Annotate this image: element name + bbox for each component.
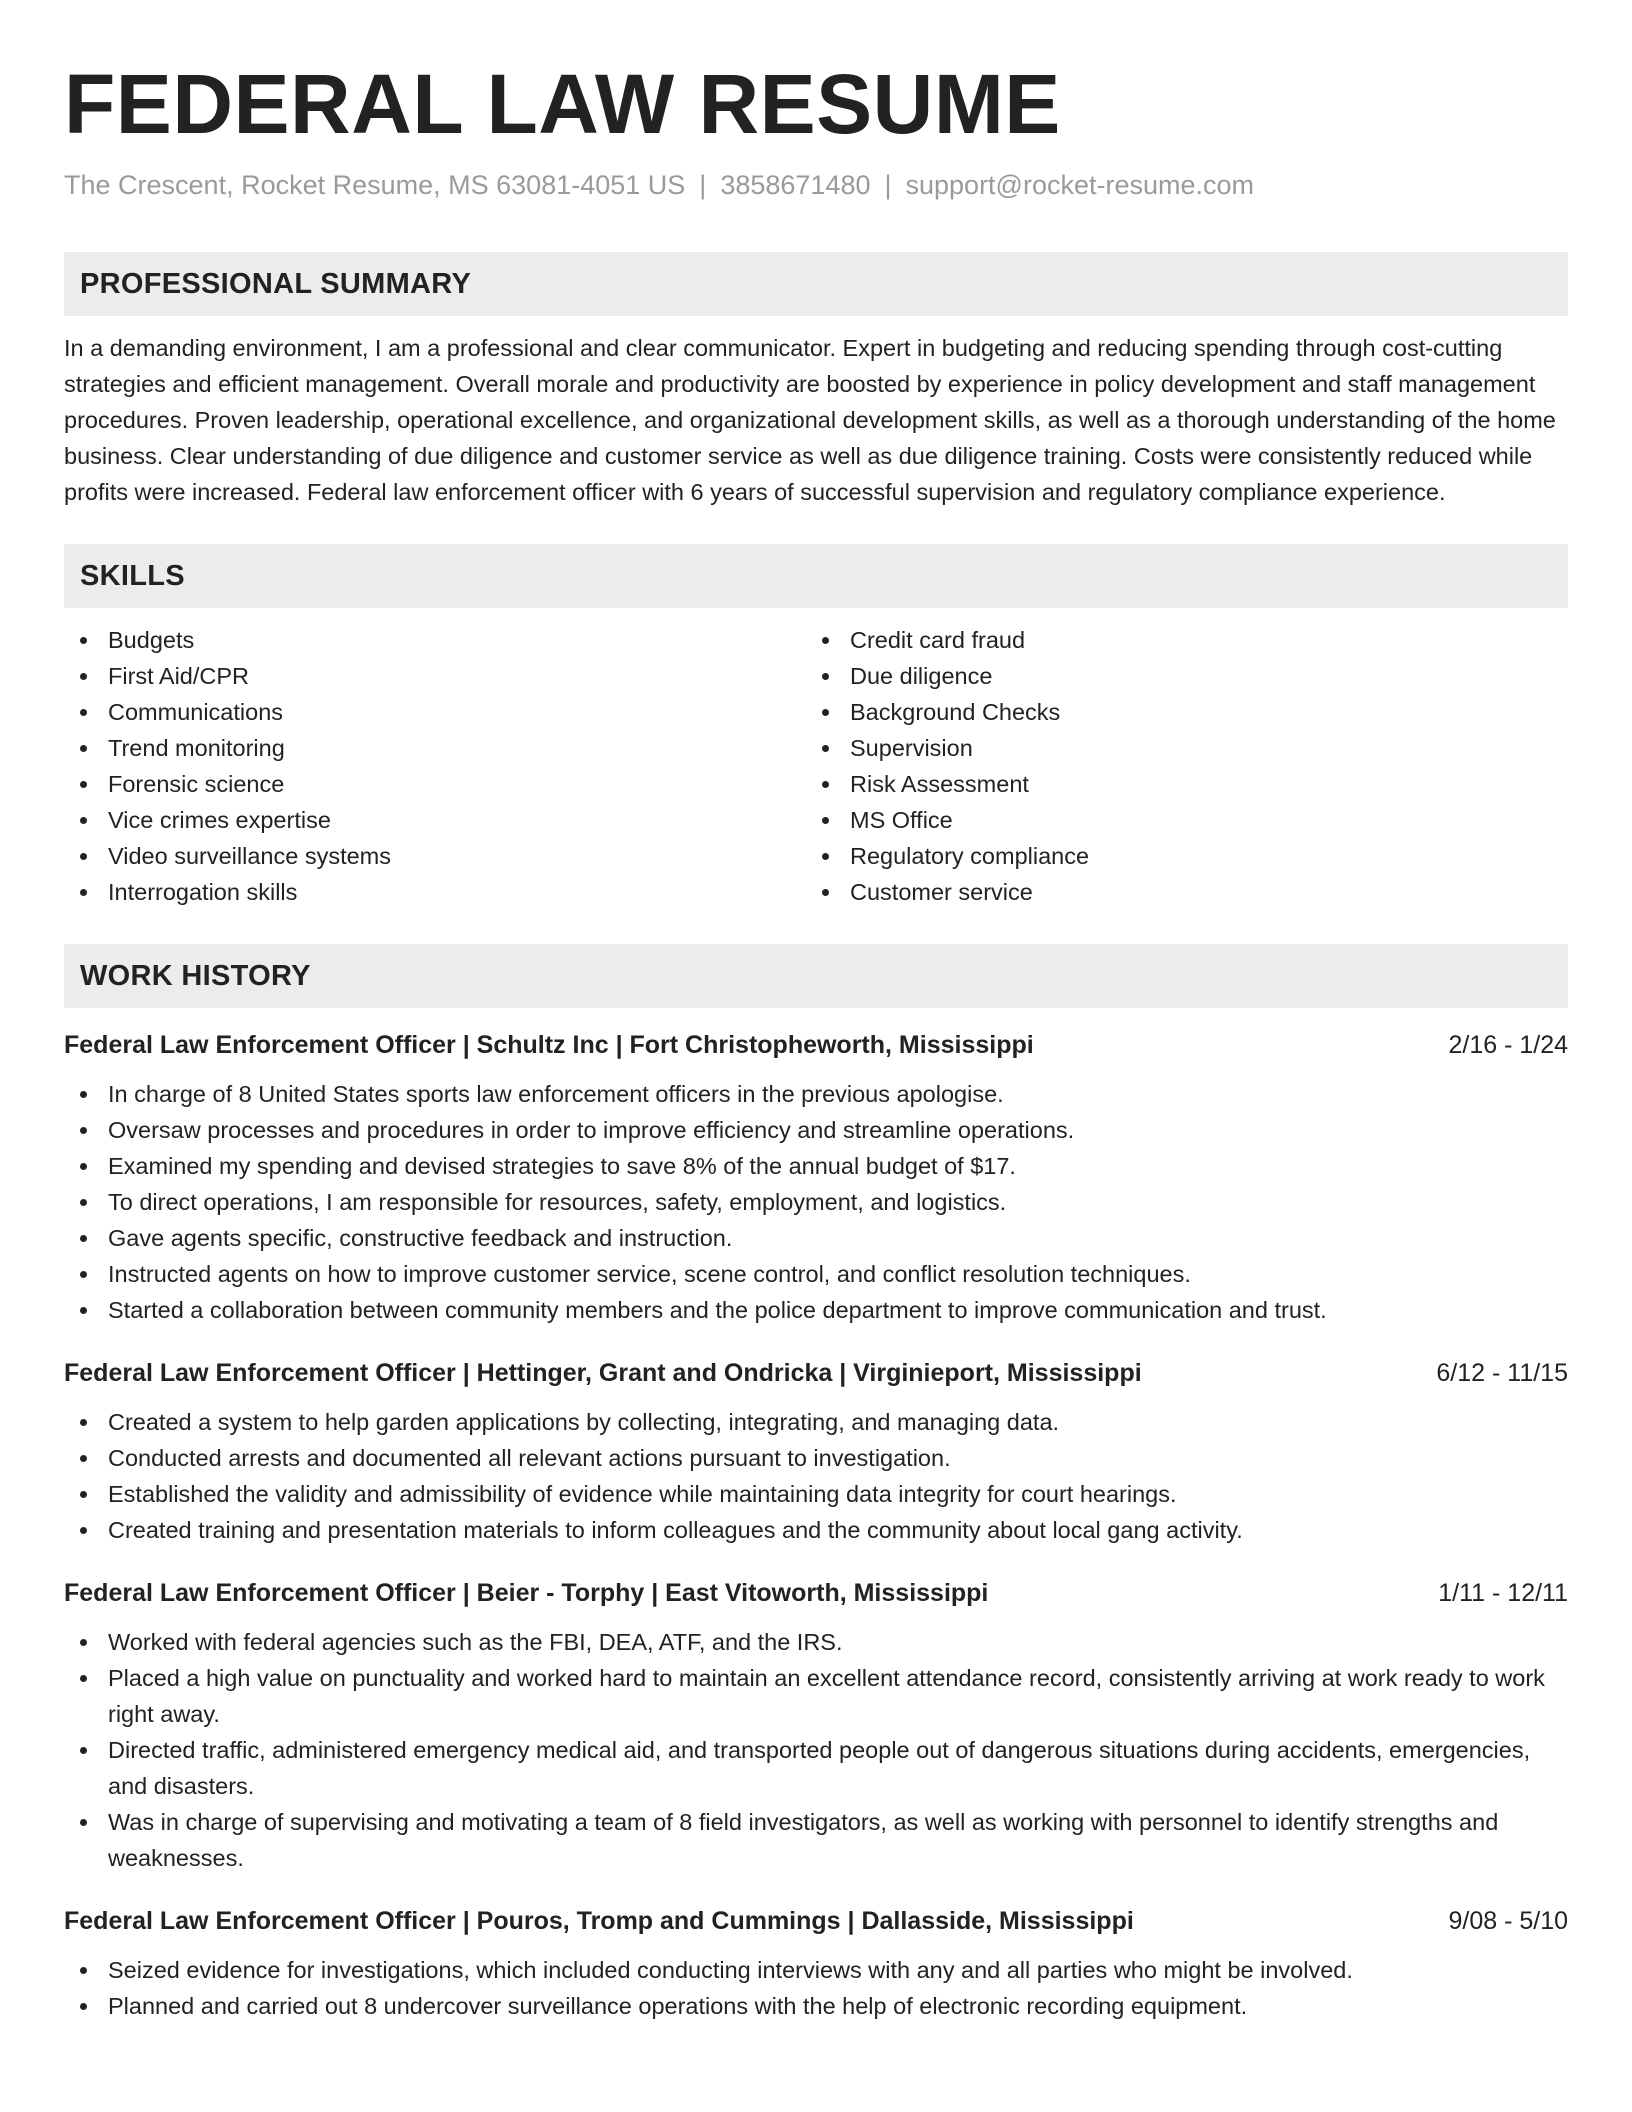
job-bullet: Directed traffic, administered emergency medical aid, and transported people out of dangerous situations during accidents, emergencies, and disasters.	[64, 1732, 1568, 1804]
job-bullet: Examined my spending and devised strategies to save 8% of the annual budget of $17.	[64, 1148, 1568, 1184]
job-bullets	[64, 1624, 1568, 1876]
section-header-professional-summary: PROFESSIONAL SUMMARY	[64, 252, 1568, 316]
skill-item: First Aid/CPR	[64, 658, 806, 694]
job-header	[64, 1904, 1568, 1938]
job-entry	[64, 1028, 1568, 1328]
skill-item: Supervision	[806, 730, 1548, 766]
job-bullet: Planned and carried out 8 undercover surveillance operations with the help of electronic recording equipment.	[64, 1988, 1568, 2024]
job-bullet: Oversaw processes and procedures in order to improve efficiency and streamline operations.	[64, 1112, 1568, 1148]
resume-page	[64, 56, 1568, 2024]
skill-item: Due diligence	[806, 658, 1548, 694]
skill-item: Trend monitoring	[64, 730, 806, 766]
skill-item: Interrogation skills	[64, 874, 806, 910]
job-bullet: In charge of 8 United States sports law enforcement officers in the previous apologise.	[64, 1076, 1568, 1112]
job-bullet: Gave agents specific, constructive feedback and instruction.	[64, 1220, 1568, 1256]
job-bullet: Placed a high value on punctuality and worked hard to maintain an excellent attendance record, consistently arriving at work ready to work right away.	[64, 1660, 1568, 1732]
job-heading: Federal Law Enforcement Officer | Pouros, Tromp and Cummings | Dallasside, Mississippi	[64, 1907, 1134, 1935]
job-heading: Federal Law Enforcement Officer | Hettinger, Grant and Ondricka | Virginieport, Mississippi	[64, 1359, 1142, 1387]
contact-phone: 3858671480	[720, 170, 871, 200]
section-header-work-history: WORK HISTORY	[64, 944, 1568, 1008]
job-header	[64, 1356, 1568, 1390]
job-bullet: Created training and presentation materials to inform colleagues and the community about local gang activity.	[64, 1512, 1568, 1548]
skills-column-right	[806, 622, 1548, 910]
job-header	[64, 1576, 1568, 1610]
skill-item: Communications	[64, 694, 806, 730]
job-bullets	[64, 1952, 1568, 2024]
skill-item: MS Office	[806, 802, 1548, 838]
job-bullet: Was in charge of supervising and motivating a team of 8 field investigators, as well as working with personnel to identify strengths and weaknesses.	[64, 1804, 1568, 1876]
job-bullet: Conducted arrests and documented all relevant actions pursuant to investigation.	[64, 1440, 1568, 1476]
contact-separator: |	[884, 170, 892, 200]
skill-item: Background Checks	[806, 694, 1548, 730]
job-bullet: Seized evidence for investigations, which included conducting interviews with any and all parties who might be involved.	[64, 1952, 1568, 1988]
contact-separator: |	[699, 170, 707, 200]
resume-title: FEDERAL LAW RESUME	[64, 57, 1061, 151]
job-dates: 6/12 - 11/15	[1436, 1359, 1568, 1387]
job-bullets	[64, 1404, 1568, 1548]
contact-line	[64, 168, 1568, 202]
work-history-list	[64, 1028, 1568, 2024]
contact-email: support@rocket-resume.com	[905, 170, 1255, 200]
job-bullets	[64, 1076, 1568, 1328]
skills-column-left	[64, 622, 806, 910]
skill-item: Vice crimes expertise	[64, 802, 806, 838]
job-header	[64, 1028, 1568, 1062]
contact-address: The Crescent, Rocket Resume, MS 63081-4051 US	[64, 170, 686, 200]
job-bullet: To direct operations, I am responsible for resources, safety, employment, and logistics.	[64, 1184, 1568, 1220]
job-bullet: Worked with federal agencies such as the FBI, DEA, ATF, and the IRS.	[64, 1624, 1568, 1660]
job-dates: 9/08 - 5/10	[1448, 1907, 1568, 1935]
skill-item: Budgets	[64, 622, 806, 658]
skills-grid	[64, 622, 1568, 910]
job-bullet: Started a collaboration between community members and the police department to improve communication and trust.	[64, 1292, 1568, 1328]
job-heading: Federal Law Enforcement Officer | Schultz Inc | Fort Christopheworth, Mississippi	[64, 1031, 1034, 1059]
skill-item: Customer service	[806, 874, 1548, 910]
job-dates: 1/11 - 12/11	[1438, 1579, 1568, 1607]
skill-item: Credit card fraud	[806, 622, 1548, 658]
job-heading: Federal Law Enforcement Officer | Beier - Torphy | East Vitoworth, Mississippi	[64, 1579, 989, 1607]
job-bullet: Instructed agents on how to improve customer service, scene control, and conflict resolution techniques.	[64, 1256, 1568, 1292]
job-entry	[64, 1904, 1568, 2024]
summary-paragraph: In a demanding environment, I am a professional and clear communicator. Expert in budgeting and reducing spending through cost-cutting strategies and efficient management. Overall morale and productivity are boosted by experience in policy development and staff management procedures. Proven leadership, operational excellence, and organizational development skills, as well as a thorough understanding of the home business. Clear understanding of due diligence and customer service as well as due diligence training. Costs were consistently reduced while profits were increased. Federal law enforcement officer with 6 years of successful supervision and regulatory compliance experience.	[64, 335, 1556, 505]
skill-item: Regulatory compliance	[806, 838, 1548, 874]
job-entry	[64, 1576, 1568, 1876]
skill-item: Video surveillance systems	[64, 838, 806, 874]
skill-item: Forensic science	[64, 766, 806, 802]
section-header-skills: SKILLS	[64, 544, 1568, 608]
job-dates: 2/16 - 1/24	[1448, 1031, 1568, 1059]
job-bullet: Created a system to help garden applications by collecting, integrating, and managing data.	[64, 1404, 1568, 1440]
job-bullet: Established the validity and admissibility of evidence while maintaining data integrity for court hearings.	[64, 1476, 1568, 1512]
skill-item: Risk Assessment	[806, 766, 1548, 802]
job-entry	[64, 1356, 1568, 1548]
